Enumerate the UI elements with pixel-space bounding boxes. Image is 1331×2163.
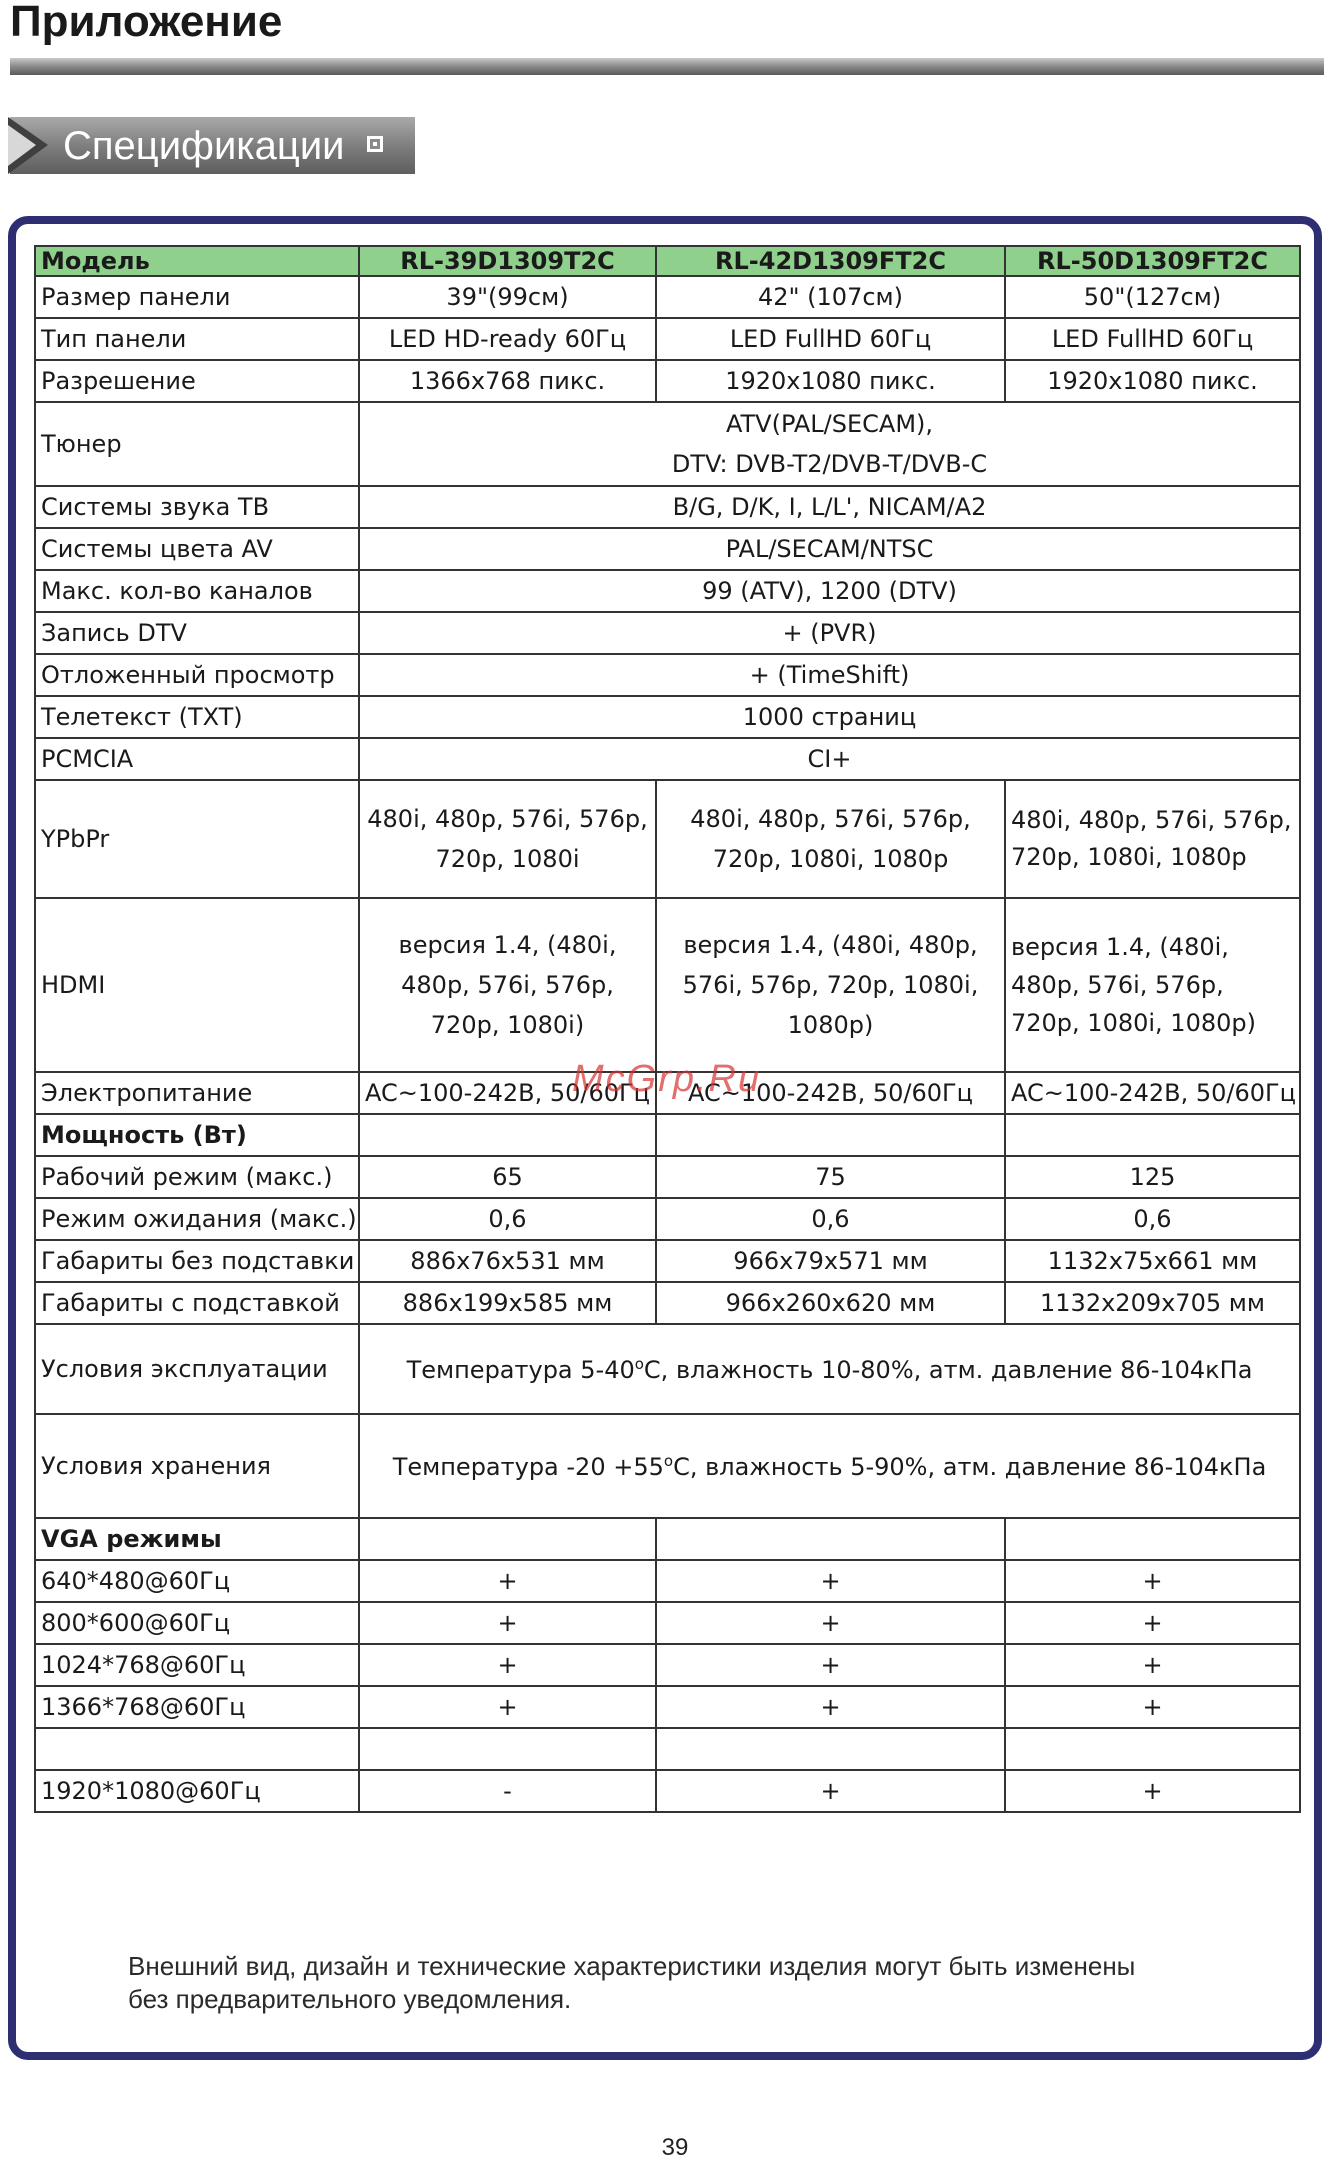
operating-text: Температура 5-40 bbox=[406, 1355, 635, 1384]
table-cell: 1366x768 пикс. bbox=[359, 360, 656, 402]
table-row bbox=[35, 1518, 1300, 1560]
row-label: Условия эксплуатации bbox=[35, 1324, 359, 1414]
row-label-section: VGA режимы bbox=[35, 1518, 359, 1560]
table-cell: 75 bbox=[656, 1156, 1005, 1198]
table-cell: AC~100-242В, 50/60Гц bbox=[656, 1072, 1005, 1114]
row-label: 1920*1080@60Гц bbox=[35, 1770, 359, 1812]
table-cell-merged: 1000 страниц bbox=[359, 696, 1300, 738]
table-cell-merged: PAL/SECAM/NTSC bbox=[359, 528, 1300, 570]
row-label: Системы цвета AV bbox=[35, 528, 359, 570]
table-row bbox=[35, 1770, 1300, 1812]
row-label: Системы звука ТВ bbox=[35, 486, 359, 528]
table-cell: 1132x75x661 мм bbox=[1005, 1240, 1300, 1282]
table-row bbox=[35, 654, 1300, 696]
table-row bbox=[35, 1644, 1300, 1686]
table-row bbox=[35, 1198, 1300, 1240]
table-cell: 480i, 480p, 576i, 576p, 720p, 1080i bbox=[359, 780, 656, 898]
footnote bbox=[128, 1950, 1278, 2016]
row-label: Режим ожидания (макс.) bbox=[35, 1198, 359, 1240]
degree-mark: o bbox=[634, 1354, 644, 1373]
table-cell: 1132x209x705 мм bbox=[1005, 1282, 1300, 1324]
table-cell: 42" (107см) bbox=[656, 276, 1005, 318]
table-cell: + bbox=[359, 1686, 656, 1728]
table-cell-empty bbox=[656, 1728, 1005, 1770]
storage-text: Температура -20 +55 bbox=[392, 1452, 664, 1481]
row-label: Макс. кол-во каналов bbox=[35, 570, 359, 612]
table-row bbox=[35, 1686, 1300, 1728]
table-row bbox=[35, 486, 1300, 528]
page-number: 39 bbox=[661, 2134, 689, 2161]
table-cell: 1920x1080 пикс. bbox=[656, 360, 1005, 402]
table-cell: + bbox=[1005, 1644, 1300, 1686]
table-cell: + bbox=[1005, 1602, 1300, 1644]
row-label: Запись DTV bbox=[35, 612, 359, 654]
table-cell: 65 bbox=[359, 1156, 656, 1198]
table-row bbox=[35, 1282, 1300, 1324]
table-cell: + bbox=[1005, 1686, 1300, 1728]
arrow-highlight-icon bbox=[8, 125, 36, 166]
row-label: HDMI bbox=[35, 898, 359, 1072]
table-cell: 0,6 bbox=[359, 1198, 656, 1240]
row-label-section: Мощность (Вт) bbox=[35, 1114, 359, 1156]
square-bullet-icon bbox=[367, 136, 383, 152]
table-cell: 50"(127см) bbox=[1005, 276, 1300, 318]
degree-mark: o bbox=[663, 1451, 674, 1470]
table-cell-empty bbox=[35, 1728, 359, 1770]
table-cell: AC~100-242В, 50/60Гц bbox=[359, 1072, 656, 1114]
table-cell-empty bbox=[359, 1518, 656, 1560]
row-label: Размер панели bbox=[35, 276, 359, 318]
row-label: Разрешение bbox=[35, 360, 359, 402]
table-cell-empty bbox=[656, 1114, 1005, 1156]
row-label: Габариты с подставкой bbox=[35, 1282, 359, 1324]
table-cell-empty bbox=[1005, 1114, 1300, 1156]
table-cell: 480i, 480p, 576i, 576p, 720p, 1080i, 1080p bbox=[1005, 780, 1300, 898]
table-cell: + bbox=[1005, 1770, 1300, 1812]
table-cell-empty bbox=[1005, 1728, 1300, 1770]
table-cell: 0,6 bbox=[1005, 1198, 1300, 1240]
row-label: YPbPr bbox=[35, 780, 359, 898]
table-cell: версия 1.4, (480i, 480p, 576i, 576p, 720p, 1080i, 1080p) bbox=[1005, 898, 1300, 1072]
table-cell-merged: 99 (ATV), 1200 (DTV) bbox=[359, 570, 1300, 612]
table-row bbox=[35, 780, 1300, 898]
table-row bbox=[35, 402, 1300, 486]
header-cell-model-3: RL-50D1309FT2C bbox=[1005, 246, 1300, 276]
table-cell-merged bbox=[359, 402, 1300, 486]
row-label: Условия хранения bbox=[35, 1414, 359, 1518]
table-cell: AC~100-242В, 50/60Гц bbox=[1005, 1072, 1300, 1114]
table-cell: 966x79x571 мм bbox=[656, 1240, 1005, 1282]
header-cell-model-1: RL-39D1309T2C bbox=[359, 246, 656, 276]
table-cell-merged: CI+ bbox=[359, 738, 1300, 780]
header-cell-model: Модель bbox=[35, 246, 359, 276]
row-label: PCMCIA bbox=[35, 738, 359, 780]
row-label: 640*480@60Гц bbox=[35, 1560, 359, 1602]
table-cell: версия 1.4, (480i, 480p, 576i, 576p, 720p, 1080i) bbox=[359, 898, 656, 1072]
table-row-empty bbox=[35, 1728, 1300, 1770]
table-cell-merged: B/G, D/K, I, L/L', NICAM/A2 bbox=[359, 486, 1300, 528]
table-cell-merged bbox=[359, 1324, 1300, 1414]
table-cell: + bbox=[359, 1644, 656, 1686]
footnote-line: Внешний вид, дизайн и технические характеристики изделия могут быть изменены bbox=[128, 1951, 1136, 1981]
table-cell: + bbox=[656, 1686, 1005, 1728]
table-cell: 480i, 480p, 576i, 576p, 720p, 1080i, 1080p bbox=[656, 780, 1005, 898]
table-row bbox=[35, 1114, 1300, 1156]
table-cell: 125 bbox=[1005, 1156, 1300, 1198]
table-cell: LED HD-ready 60Гц bbox=[359, 318, 656, 360]
row-label: 1366*768@60Гц bbox=[35, 1686, 359, 1728]
table-row bbox=[35, 276, 1300, 318]
table-row bbox=[35, 1414, 1300, 1518]
table-cell: + bbox=[359, 1602, 656, 1644]
table-row bbox=[35, 1324, 1300, 1414]
tuner-line: ATV(PAL/SECAM), bbox=[725, 410, 934, 438]
table-row bbox=[35, 318, 1300, 360]
storage-text: С, влажность 5-90%, атм. давление 86-104кПа bbox=[673, 1452, 1267, 1481]
footnote-line: без предварительного уведомления. bbox=[128, 1984, 572, 2014]
row-label: Тип панели bbox=[35, 318, 359, 360]
table-header-row bbox=[35, 246, 1300, 276]
header-cell-model-2: RL-42D1309FT2C bbox=[656, 246, 1005, 276]
row-label: Отложенный просмотр bbox=[35, 654, 359, 696]
table-cell: 0,6 bbox=[656, 1198, 1005, 1240]
table-cell-merged: + (PVR) bbox=[359, 612, 1300, 654]
table-cell: - bbox=[359, 1770, 656, 1812]
table-cell: 966x260x620 мм bbox=[656, 1282, 1005, 1324]
table-cell: 886x76x531 мм bbox=[359, 1240, 656, 1282]
table-row bbox=[35, 570, 1300, 612]
table-cell-empty bbox=[1005, 1518, 1300, 1560]
row-label: Рабочий режим (макс.) bbox=[35, 1156, 359, 1198]
table-cell: + bbox=[656, 1602, 1005, 1644]
table-row bbox=[35, 1560, 1300, 1602]
table-row bbox=[35, 898, 1300, 1072]
row-label: 1024*768@60Гц bbox=[35, 1644, 359, 1686]
table-row bbox=[35, 738, 1300, 780]
table-cell-merged: + (TimeShift) bbox=[359, 654, 1300, 696]
table-cell: + bbox=[656, 1644, 1005, 1686]
row-label: Габариты без подставки bbox=[35, 1240, 359, 1282]
section-title: Спецификации bbox=[63, 124, 345, 168]
table-cell: LED FullHD 60Гц bbox=[1005, 318, 1300, 360]
table-row bbox=[35, 528, 1300, 570]
operating-text: С, влажность 10-80%, атм. давление 86-104кПа bbox=[643, 1355, 1253, 1384]
table-cell-empty bbox=[359, 1114, 656, 1156]
table-cell: + bbox=[656, 1560, 1005, 1602]
row-label: 800*600@60Гц bbox=[35, 1602, 359, 1644]
table-cell: 886x199x585 мм bbox=[359, 1282, 656, 1324]
table-cell: LED FullHD 60Гц bbox=[656, 318, 1005, 360]
table-cell-empty bbox=[359, 1728, 656, 1770]
tuner-line: DTV: DVB-T2/DVB-T/DVB-C bbox=[671, 450, 988, 478]
table-row bbox=[35, 1156, 1300, 1198]
table-cell: + bbox=[1005, 1560, 1300, 1602]
row-label: Тюнер bbox=[35, 402, 359, 486]
page-title: Приложение bbox=[10, 0, 283, 46]
table-cell: версия 1.4, (480i, 480p, 576i, 576p, 720p, 1080i, 1080p) bbox=[656, 898, 1005, 1072]
table-cell-empty bbox=[656, 1518, 1005, 1560]
table-cell-merged bbox=[359, 1414, 1300, 1518]
table-row bbox=[35, 1240, 1300, 1282]
table-cell: + bbox=[359, 1560, 656, 1602]
table-row bbox=[35, 1602, 1300, 1644]
row-label: Телетекст (TXT) bbox=[35, 696, 359, 738]
table-cell: + bbox=[656, 1770, 1005, 1812]
table-cell: 39"(99см) bbox=[359, 276, 656, 318]
table-row bbox=[35, 612, 1300, 654]
table-row bbox=[35, 360, 1300, 402]
spec-table bbox=[34, 245, 1301, 1813]
table-cell: 1920x1080 пикс. bbox=[1005, 360, 1300, 402]
row-label: Электропитание bbox=[35, 1072, 359, 1114]
title-divider bbox=[10, 58, 1324, 75]
watermark: McGrp.Ru bbox=[572, 1058, 762, 1100]
table-row bbox=[35, 696, 1300, 738]
